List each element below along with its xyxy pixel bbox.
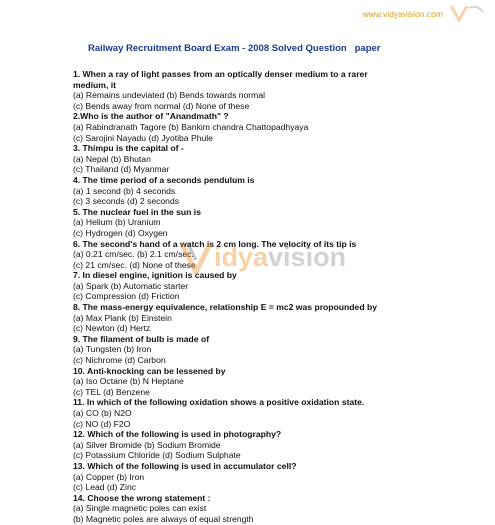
answer-options: (a) Single magnetic poles can exist <box>73 503 207 514</box>
answer-options: (a) Remains undeviated (b) Bends towards normal <box>73 90 266 101</box>
answer-options: (c) Nichrome (d) Carbon <box>73 355 166 366</box>
answer-options: (c) Bends away from normal (d) None of these <box>73 100 250 111</box>
answer-options: (a) Tungsten (b) Iron <box>73 344 152 355</box>
answer-options: (a) Helium (b) Uranium <box>73 217 161 228</box>
answer-options: (c) Hydrogen (d) Oxygen <box>73 227 168 238</box>
answer-options: (c) 3 seconds (d) 2 seconds <box>73 196 180 207</box>
answer-options: (c) Lead (d) Zinc <box>73 482 137 493</box>
answer-options: (a) CO (b) N2O <box>73 408 132 418</box>
watermark-text-part: vision <box>268 242 347 272</box>
answer-options: (a) Copper (b) Iron <box>73 471 145 482</box>
question-text: 3. Thimpu is the capital of - <box>73 143 184 154</box>
question-text: 7. In diesel engine, ignition is caused by <box>73 270 237 281</box>
question-text: 1. When a ray of light passes from an optically denser medium to a rarer <box>73 69 368 79</box>
watermark-text-part: idya <box>214 242 269 272</box>
question-text: 10. Anti-knocking can be lessened by <box>73 365 226 376</box>
vidyavision-corner-logo-icon <box>447 2 487 24</box>
question-text: 5. The nuclear fuel in the sun is <box>73 206 201 217</box>
answer-options: (b) Magnetic poles are always of equal strength <box>73 513 254 524</box>
answer-options: (c) TEL (d) Benzene <box>73 386 150 397</box>
vidyavision-watermark <box>176 238 347 278</box>
question-text: 14. Choose the wrong statement : <box>73 492 211 503</box>
page-title: Railway Recruitment Board Exam - 2008 Solved Question paper <box>88 43 381 54</box>
answer-options: (a) Nepal (b) Bhutan <box>73 153 151 164</box>
answer-options: (a) 1 second (b) 4 seconds <box>73 185 176 196</box>
site-url: www.vidyavision.com <box>362 9 443 19</box>
answer-options: (c) Potassium Chloride (d) Sodium Sulphate <box>73 450 241 461</box>
question-list <box>73 69 453 525</box>
question-text: 2.Who is the author of "Anandmath" ? <box>73 111 229 122</box>
answer-options: (c) Compression (d) Friction <box>73 291 180 302</box>
answer-options: (c) 21 cm/sec. (d) None of these <box>73 259 196 270</box>
question-text: 9. The filament of bulb is made of <box>73 333 210 344</box>
answer-options: (a) Spark (b) Automatic starter <box>73 280 189 291</box>
answer-options: (c) Newton (d) Hertz <box>73 323 151 334</box>
watermark-v-icon <box>176 238 216 278</box>
question-text: 4. The time period of a seconds pendulum is <box>73 174 255 185</box>
answer-options: (a) Silver Bromide (b) Sodium Bromide <box>73 439 221 450</box>
question-text: 6. The second's hand of a watch is 2 cm long. The velocity of its tip is <box>73 238 357 249</box>
question-text: 8. The mass-energy equivalence, relationship E = mc2 was propounded by <box>73 302 377 313</box>
answer-options: (c) Sarojini Nayadu (d) Jyotiba Phule <box>73 132 213 143</box>
answer-options: (a) 0.21 cm/sec. (b) 2.1 cm/sec. <box>73 249 194 260</box>
answer-options: (a) Rabindranath Tagore (b) Bankim chandra Chattopadhyaya <box>73 121 309 132</box>
answer-options: (a) Iso Octane (b) N Heptane <box>73 376 184 387</box>
answer-options: (c) NO (d) F2O <box>73 418 131 429</box>
watermark-text <box>214 242 346 273</box>
answer-options: (a) Max Plank (b) Einstein <box>73 312 172 323</box>
question-text: 12. Which of the following is used in photography? <box>73 429 282 440</box>
question-text: 13. Which of the following is used in accumulator cell? <box>73 460 297 471</box>
question-text: 11. In which of the following oxidation shows a positive oxidation state. <box>73 397 365 408</box>
answer-options: (c) Thailand (d) Myanmar <box>73 164 170 175</box>
question-text: medium, it <box>73 79 116 90</box>
